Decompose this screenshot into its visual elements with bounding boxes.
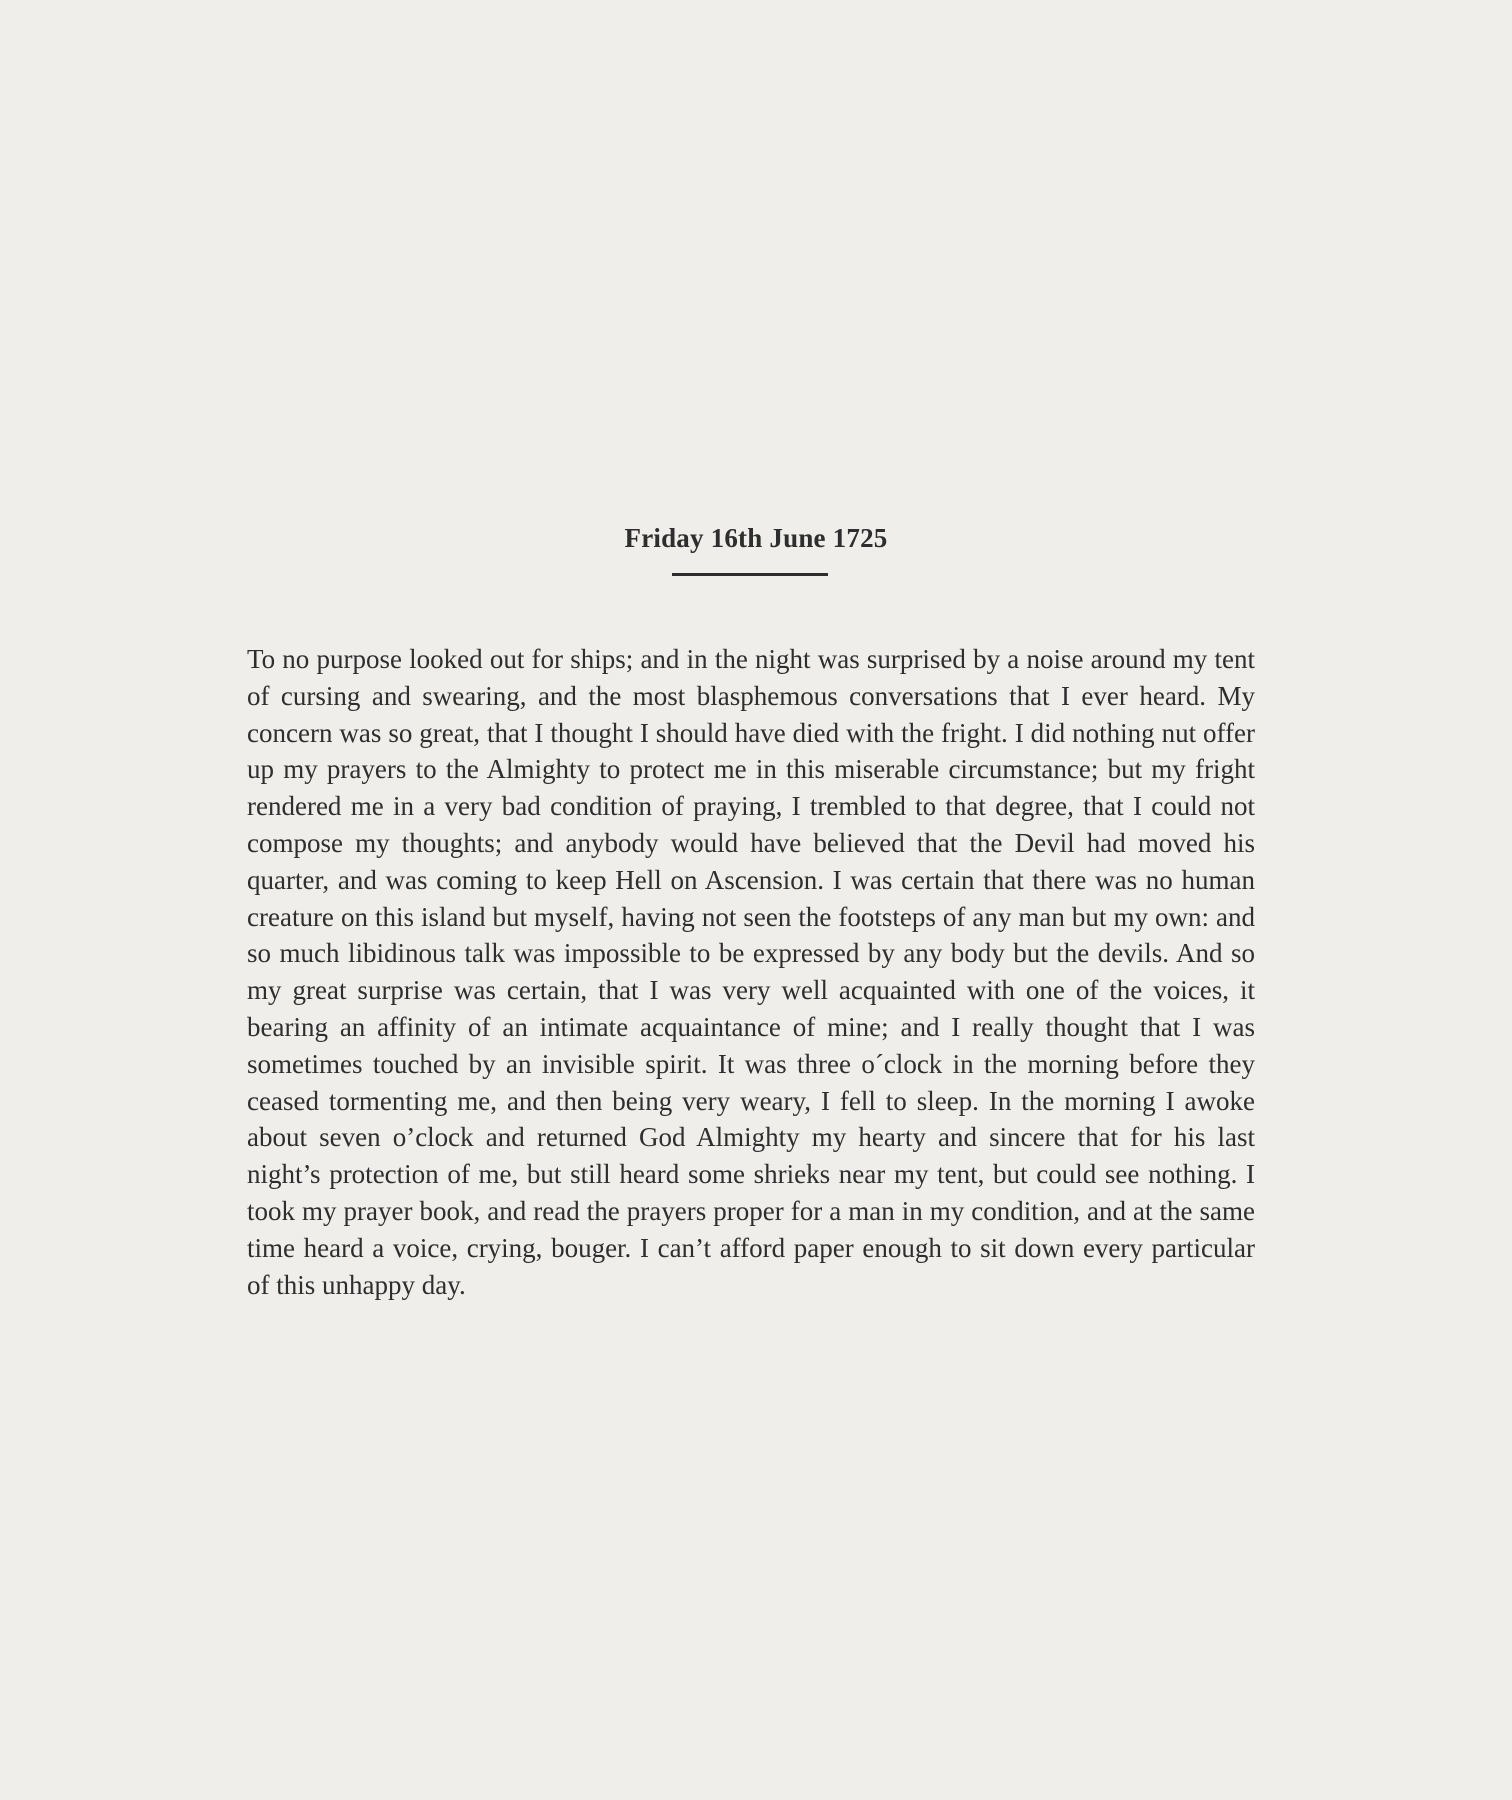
entry-body-text: To no purpose looked out for ships; and in the night was surprised by a noise around my tent of cursing and swearing, and the most blasphemous conversations that I ever heard. My concern was so great, that I thought I should have died with the fright. I did nothing nut offer up my prayers to the Almighty to protect me in this miserable circumstance; but my fright rendered me in a very bad condition of praying, I trembled to that degree, that I could not compose my thoughts; and anybody would have believed that the Devil had moved his quarter, and was coming to keep Hell on Ascension. I was certain that there was no human creature on this island but myself, having not seen the footsteps of any man but my own: and so much libidinous talk was impossible to be expressed by any body but the devils. And so my great surprise was certain, that I was very well acquainted with one of the voices, it bearing an affinity of an intimate acquaintance of mine; and I really thought that I was sometimes touched by an invisible spirit. It was three o´clock in the morning before they ceased tormenting me, and then being very weary, I fell to sleep. In the morning I awoke about seven o’clock and returned God Almighty my hearty and sincere that for his last night’s protection of me, but still heard some shrieks near my tent, but could see nothing. I took my prayer book, and read the prayers proper for a man in my condition, and at the same time heard a voice, crying, bouger. I can’t afford paper enough to sit down every particular of this unhappy day. xyxy=(247,644,1255,1300)
title-divider xyxy=(672,573,828,576)
entry-date-title: Friday 16th June 1725 xyxy=(624,523,888,554)
